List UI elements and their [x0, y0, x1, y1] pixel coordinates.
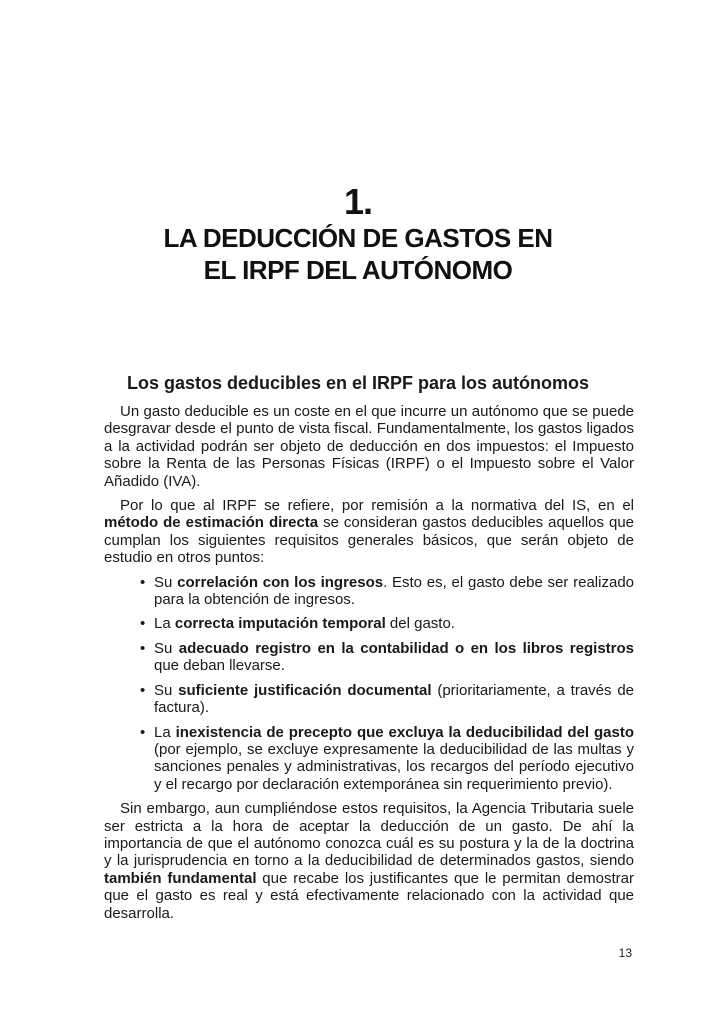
chapter-title-line-1: LA DEDUCCIÓN DE GASTOS EN: [163, 223, 553, 253]
paragraph-conclusion-text-a: Sin embargo, aun cumpliéndose estos requisitos, la Agencia Tributaria suele ser estricta a la hora de aceptar la deducción de un gasto. De ahí la importancia de que el autónomo conozca cuál es su postura y la de la doctrina y la jurisprudencia en torno a la deducibilidad de determinados gastos, siendo: [104, 800, 634, 870]
list-item: [140, 574, 634, 609]
list-item: [140, 682, 634, 717]
paragraph-conclusion: [104, 800, 634, 922]
list-item-text: (por ejemplo, se excluye expresamente la deducibilidad de las multas y sanciones penales y administrativas, los recargos del período ejecutivo y el recargo por declaración extemporánea sin requerimiento previo).: [154, 740, 634, 793]
bullet-icon: •: [140, 681, 146, 699]
list-item-emphasis: suficiente justificación documental: [178, 681, 432, 699]
paragraph-irpf-text-c: se consideran gastos deducibles aquellos que cumplan los siguientes requisitos generales básicos, que serán objeto de estudio en otros puntos:: [104, 514, 634, 567]
list-item-text: del gasto.: [385, 615, 455, 633]
list-item-emphasis: adecuado registro en la contabilidad o en los libros registros: [178, 639, 634, 657]
list-item-text: (prioritariamente, a través de factura).: [154, 681, 635, 717]
chapter-number: 1.: [343, 181, 373, 222]
bullet-icon: •: [140, 639, 146, 657]
list-item-emphasis: inexistencia de precepto que excluya la deducibilidad del gasto: [175, 723, 634, 741]
list-item-text: Su: [154, 681, 179, 699]
requirements-list: [104, 574, 634, 793]
list-item-text: La: [154, 615, 175, 633]
paragraph-conclusion-text-c: que recabe los justificantes que le permitan demostrar que el gasto es real y está efectivamente relacionado con la actividad que desarrolla.: [104, 869, 634, 922]
bullet-icon: •: [140, 573, 146, 591]
paragraph-irpf-emphasis: método de estimación directa: [104, 514, 319, 532]
list-item-text: La: [154, 723, 176, 741]
bullet-icon: •: [140, 615, 146, 633]
list-item: [140, 640, 634, 675]
chapter-title-line-2: EL IRPF DEL AUTÓNOMO: [203, 255, 513, 285]
section-heading: Los gastos deducibles en el IRPF para los autónomos: [126, 373, 590, 393]
list-item-emphasis: correlación con los ingresos: [177, 573, 384, 591]
paragraph-conclusion-emphasis: también fundamental: [104, 869, 257, 887]
list-item-text: Su: [154, 573, 178, 591]
paragraph-intro: Un gasto deducible es un coste en el que incurre un autónomo que se puede desgravar desde el punto de vista fiscal. Fundamentalmente, los gastos ligados a la actividad podrán ser objeto de deducción en dos impuestos: el Impuesto sobre la Renta de las Personas Físicas (IRPF) o el Impuesto sobre el Valor Añadido (IVA).: [104, 403, 634, 490]
page-number: 13: [618, 946, 632, 960]
bullet-icon: •: [140, 723, 146, 741]
list-item-emphasis: correcta imputación temporal: [174, 615, 386, 633]
list-item-text: Su: [154, 639, 179, 657]
list-item-text: . Esto es, el gasto debe ser realizado para la obtención de ingresos.: [154, 573, 635, 609]
paragraph-irpf-text-a: Por lo que al IRPF se refiere, por remisión a la normativa del IS, en el: [120, 497, 634, 515]
paragraph-irpf: [104, 497, 634, 567]
chapter-title: [0, 222, 716, 286]
list-item: [140, 724, 634, 794]
body-text: [104, 403, 634, 929]
list-item-text: que deban llevarse.: [154, 657, 285, 675]
list-item: [140, 615, 634, 632]
